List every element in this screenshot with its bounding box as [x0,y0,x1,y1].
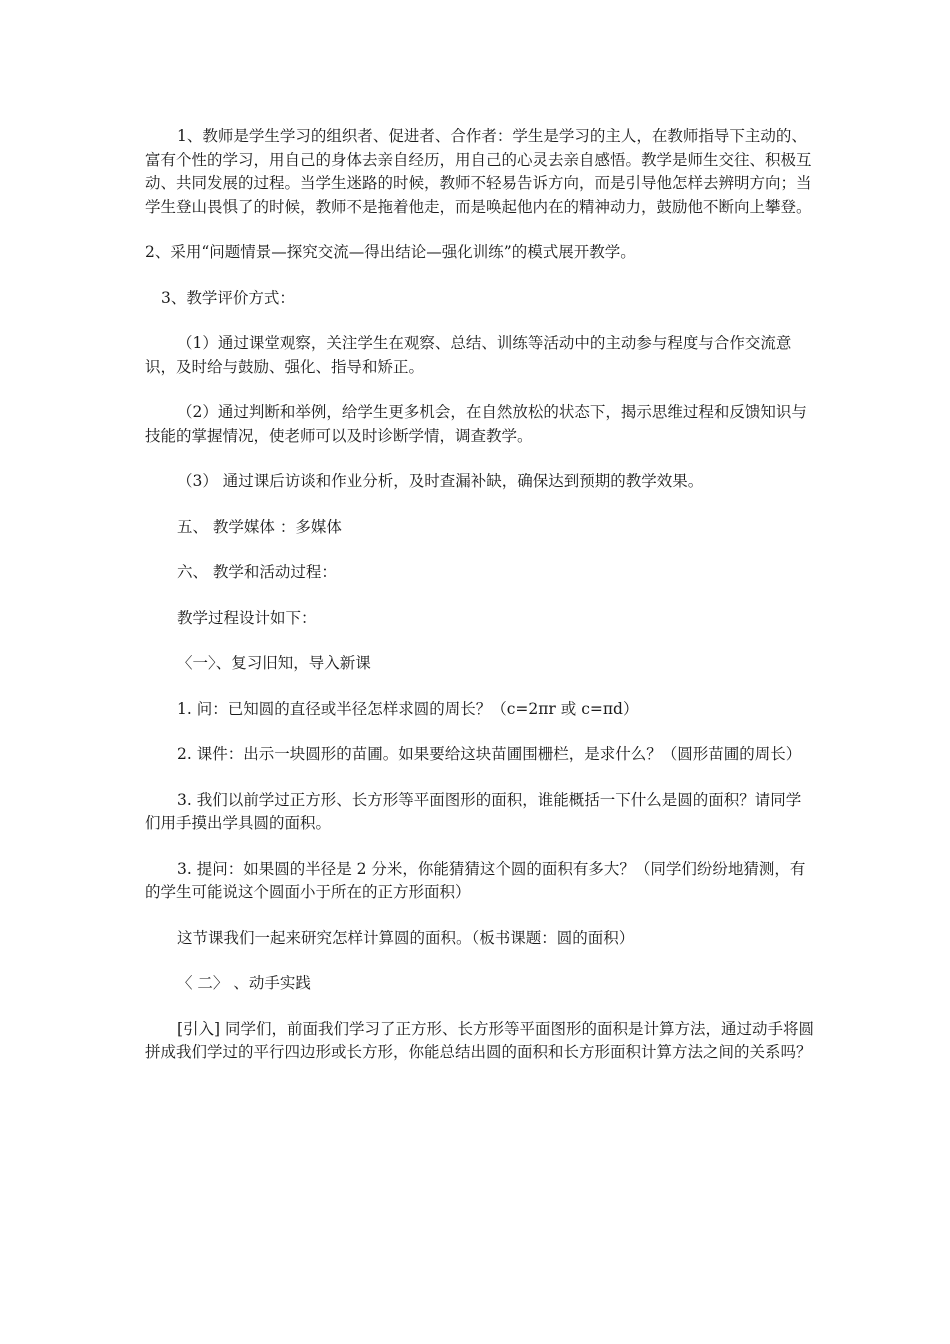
paragraph-evaluation-1: （1）通过课堂观察，关注学生在观察、总结、训练等活动中的主动参与程度与合作交流意识，及时给与鼓励、强化、指导和矫正。 [145,334,792,376]
paragraph-question-3: 3. 我们以前学过正方形、长方形等平面图形的面积，谁能概括一下什么是圆的面积？请同学们用手摸出学具圆的面积。 [145,790,802,832]
paragraph-question-4: 3. 提问：如果圆的半径是 2 分米，你能猜猜这个圆的面积有多大？（同学们纷纷地猜测，有的学生可能说这个圆面小于所在的正方形面积） [145,859,806,901]
section-heading-media: 五、 教学媒体 ：多媒体 [177,517,342,536]
subsection-heading-review: 〈一〉、复习旧知，导入新课 [177,654,371,672]
paragraph-evaluation-3: （3） 通过课后访谈和作业分析，及时查漏补缺，确保达到预期的教学效果。 [177,472,704,490]
paragraph-lesson-topic: 这节课我们一起来研究怎样计算圆的面积。（板书课题：圆的面积） [177,928,635,947]
paragraph-teaching-mode: 2、采用“问题情景—探究交流—得出结论—强化训练”的模式展开教学。 [145,243,636,261]
document-page [145,121,815,1065]
subsection-heading-practice: 〈 二〉 、动手实践 [177,974,311,992]
paragraph-evaluation-heading: 3、教学评价方式： [161,288,295,307]
paragraph-teacher-role: 1、教师是学生学习的组织者、促进者、合作者：学生是学习的主人，在教师指导下主动的、富有个性的学习，用自己的身体去亲自经历，用自己的心灵去亲自感悟。教学是师生交往、积极互动、共同发展的过程。当学生迷路的时候，教师不轻易告诉方向，而是引导他怎样去辨明方向；当学生登山畏惧了的时候，教师不是拖着他走，而是唤起他内在的精神动力，鼓励他不断向上攀登。 [145,127,812,216]
paragraph-introduction: [引入] 同学们，前面我们学习了正方形、长方形等平面图形的面积是计算方法，通过动手将圆拼成我们学过的平行四边形或长方形，你能总结出圆的面积和长方形面积计算方法之间的关系吗？ [145,1019,815,1061]
paragraph-question-1: 1. 问：已知圆的直径或半径怎样求圆的周长？（c=2πr 或 c=πd） [177,699,639,718]
section-heading-process: 六、 教学和活动过程： [177,563,337,581]
paragraph-process-intro: 教学过程设计如下： [177,608,317,627]
paragraph-evaluation-2: （2）通过判断和举例，给学生更多机会，在自然放松的状态下，揭示思维过程和反馈知识与技能的掌握情况，使老师可以及时诊断学情，调查教学。 [145,403,807,445]
paragraph-question-2: 2. 课件：出示一块圆形的苗圃。如果要给这块苗圃围栅栏，是求什么？（圆形苗圃的周长） [177,745,802,763]
